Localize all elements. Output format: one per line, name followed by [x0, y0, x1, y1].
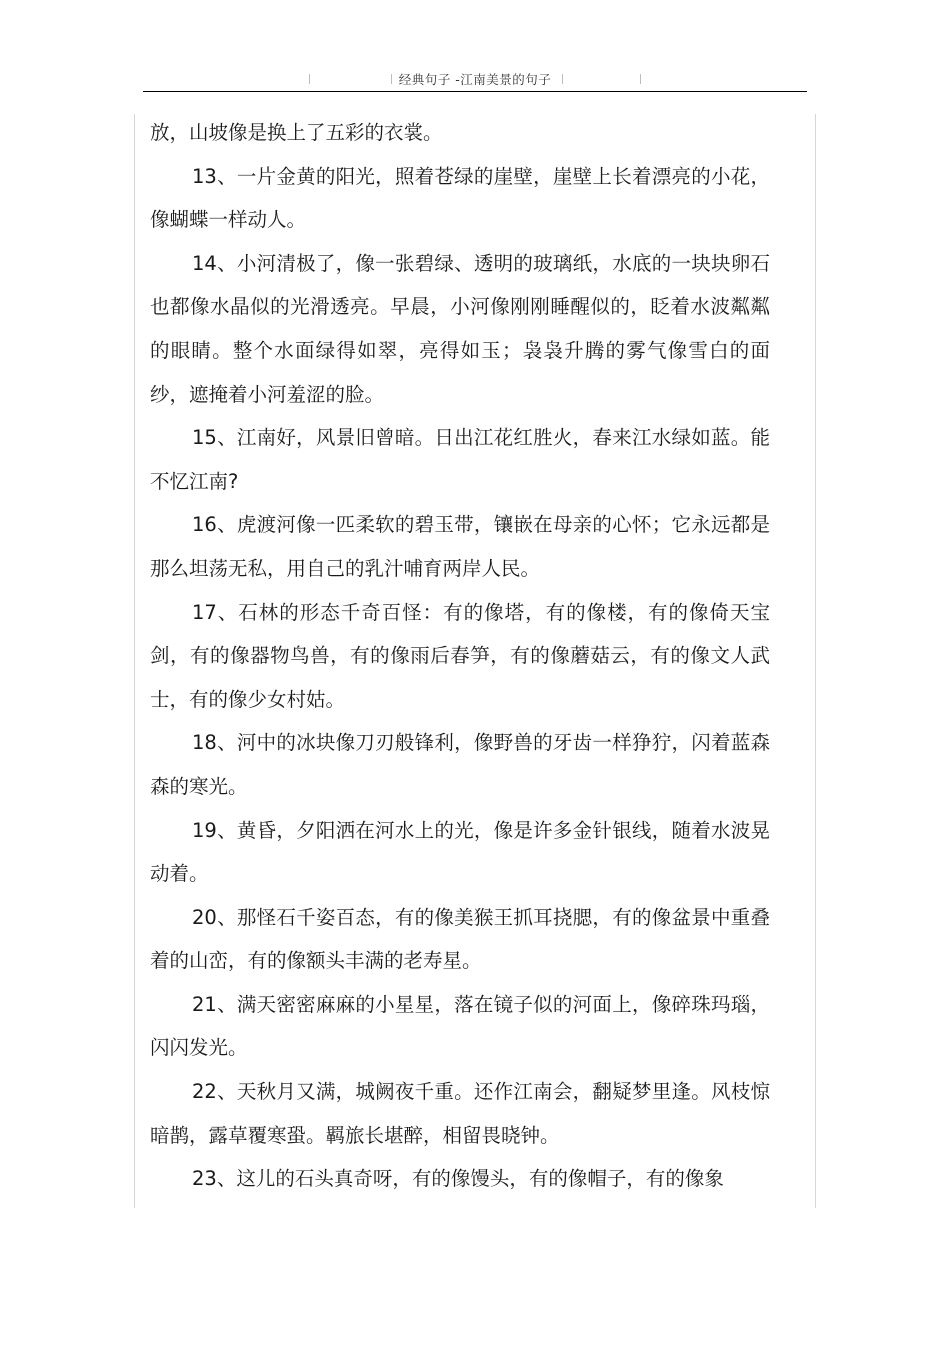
paragraph: 13、一片金黄的阳光，照着苍绿的崖壁，崖壁上长着漂亮的小花，像蝴蝶一样动人。 — [150, 164, 770, 232]
paragraph: 22、天秋月又满，城阙夜千重。还作江南会，翻疑梦里逢。风枝惊暗鹊，露草覆寒蛩。羁旅长堪醉，相留畏晓钟。 — [150, 1080, 770, 1147]
paragraph: 23、这儿的石头真奇呀，有的像馒头，有的像帽子，有的像象 — [192, 1167, 724, 1191]
document-body — [150, 111, 770, 1201]
page-header — [143, 64, 807, 92]
paragraph: 19、黄昏，夕阳洒在河水上的光，像是许多金针银线，随着水波晃动着。 — [150, 818, 770, 886]
paragraph: 20、那怪石千姿百态，有的像美猴王抓耳挠腮，有的像盆景中重叠着的山峦，有的像额头丰满的老寿星。 — [150, 905, 770, 973]
paragraph: 14、小河清极了，像一张碧绿、透明的玻璃纸，水底的一块块卵石也都像水晶似的光滑透亮。早晨，小河像刚刚睡醒似的，眨着水波粼粼的眼睛。整个水面绿得如翠，亮得如玉；袅袅升腾的雾气像雪白的面纱，遮掩着小河羞涩的脸。 — [150, 251, 770, 406]
header-title: 经典句子 -江南美景的句子 — [398, 72, 552, 87]
header-rule — [143, 91, 807, 92]
left-margin-line — [134, 114, 135, 1208]
paragraph: 15、江南好，风景旧曾暗。日出江花红胜火，春来江水绿如蓝。能不忆江南? — [150, 426, 770, 493]
paragraph: 21、满天密密麻麻的小星星，落在镜子似的河面上，像碎珠玛瑙，闪闪发光。 — [150, 992, 770, 1060]
paragraph: 18、河中的冰块像刀刃般锋利，像野兽的牙齿一样狰狞，闪着蓝森森的寒光。 — [150, 731, 770, 798]
paragraph: 放，山坡像是换上了五彩的衣裳。 — [150, 121, 443, 144]
paragraph: 16、虎渡河像一匹柔软的碧玉带，镶嵌在母亲的心怀；它永远都是那么坦荡无私，用自己的乳汁哺育两岸人民。 — [150, 513, 770, 580]
right-margin-line — [815, 114, 816, 1208]
paragraph: 17、石林的形态千奇百怪：有的像塔，有的像楼，有的像倚天宝剑，有的像器物鸟兽，有的像雨后春笋，有的像蘑菇云，有的像文人武士，有的像少女村姑。 — [150, 600, 770, 711]
